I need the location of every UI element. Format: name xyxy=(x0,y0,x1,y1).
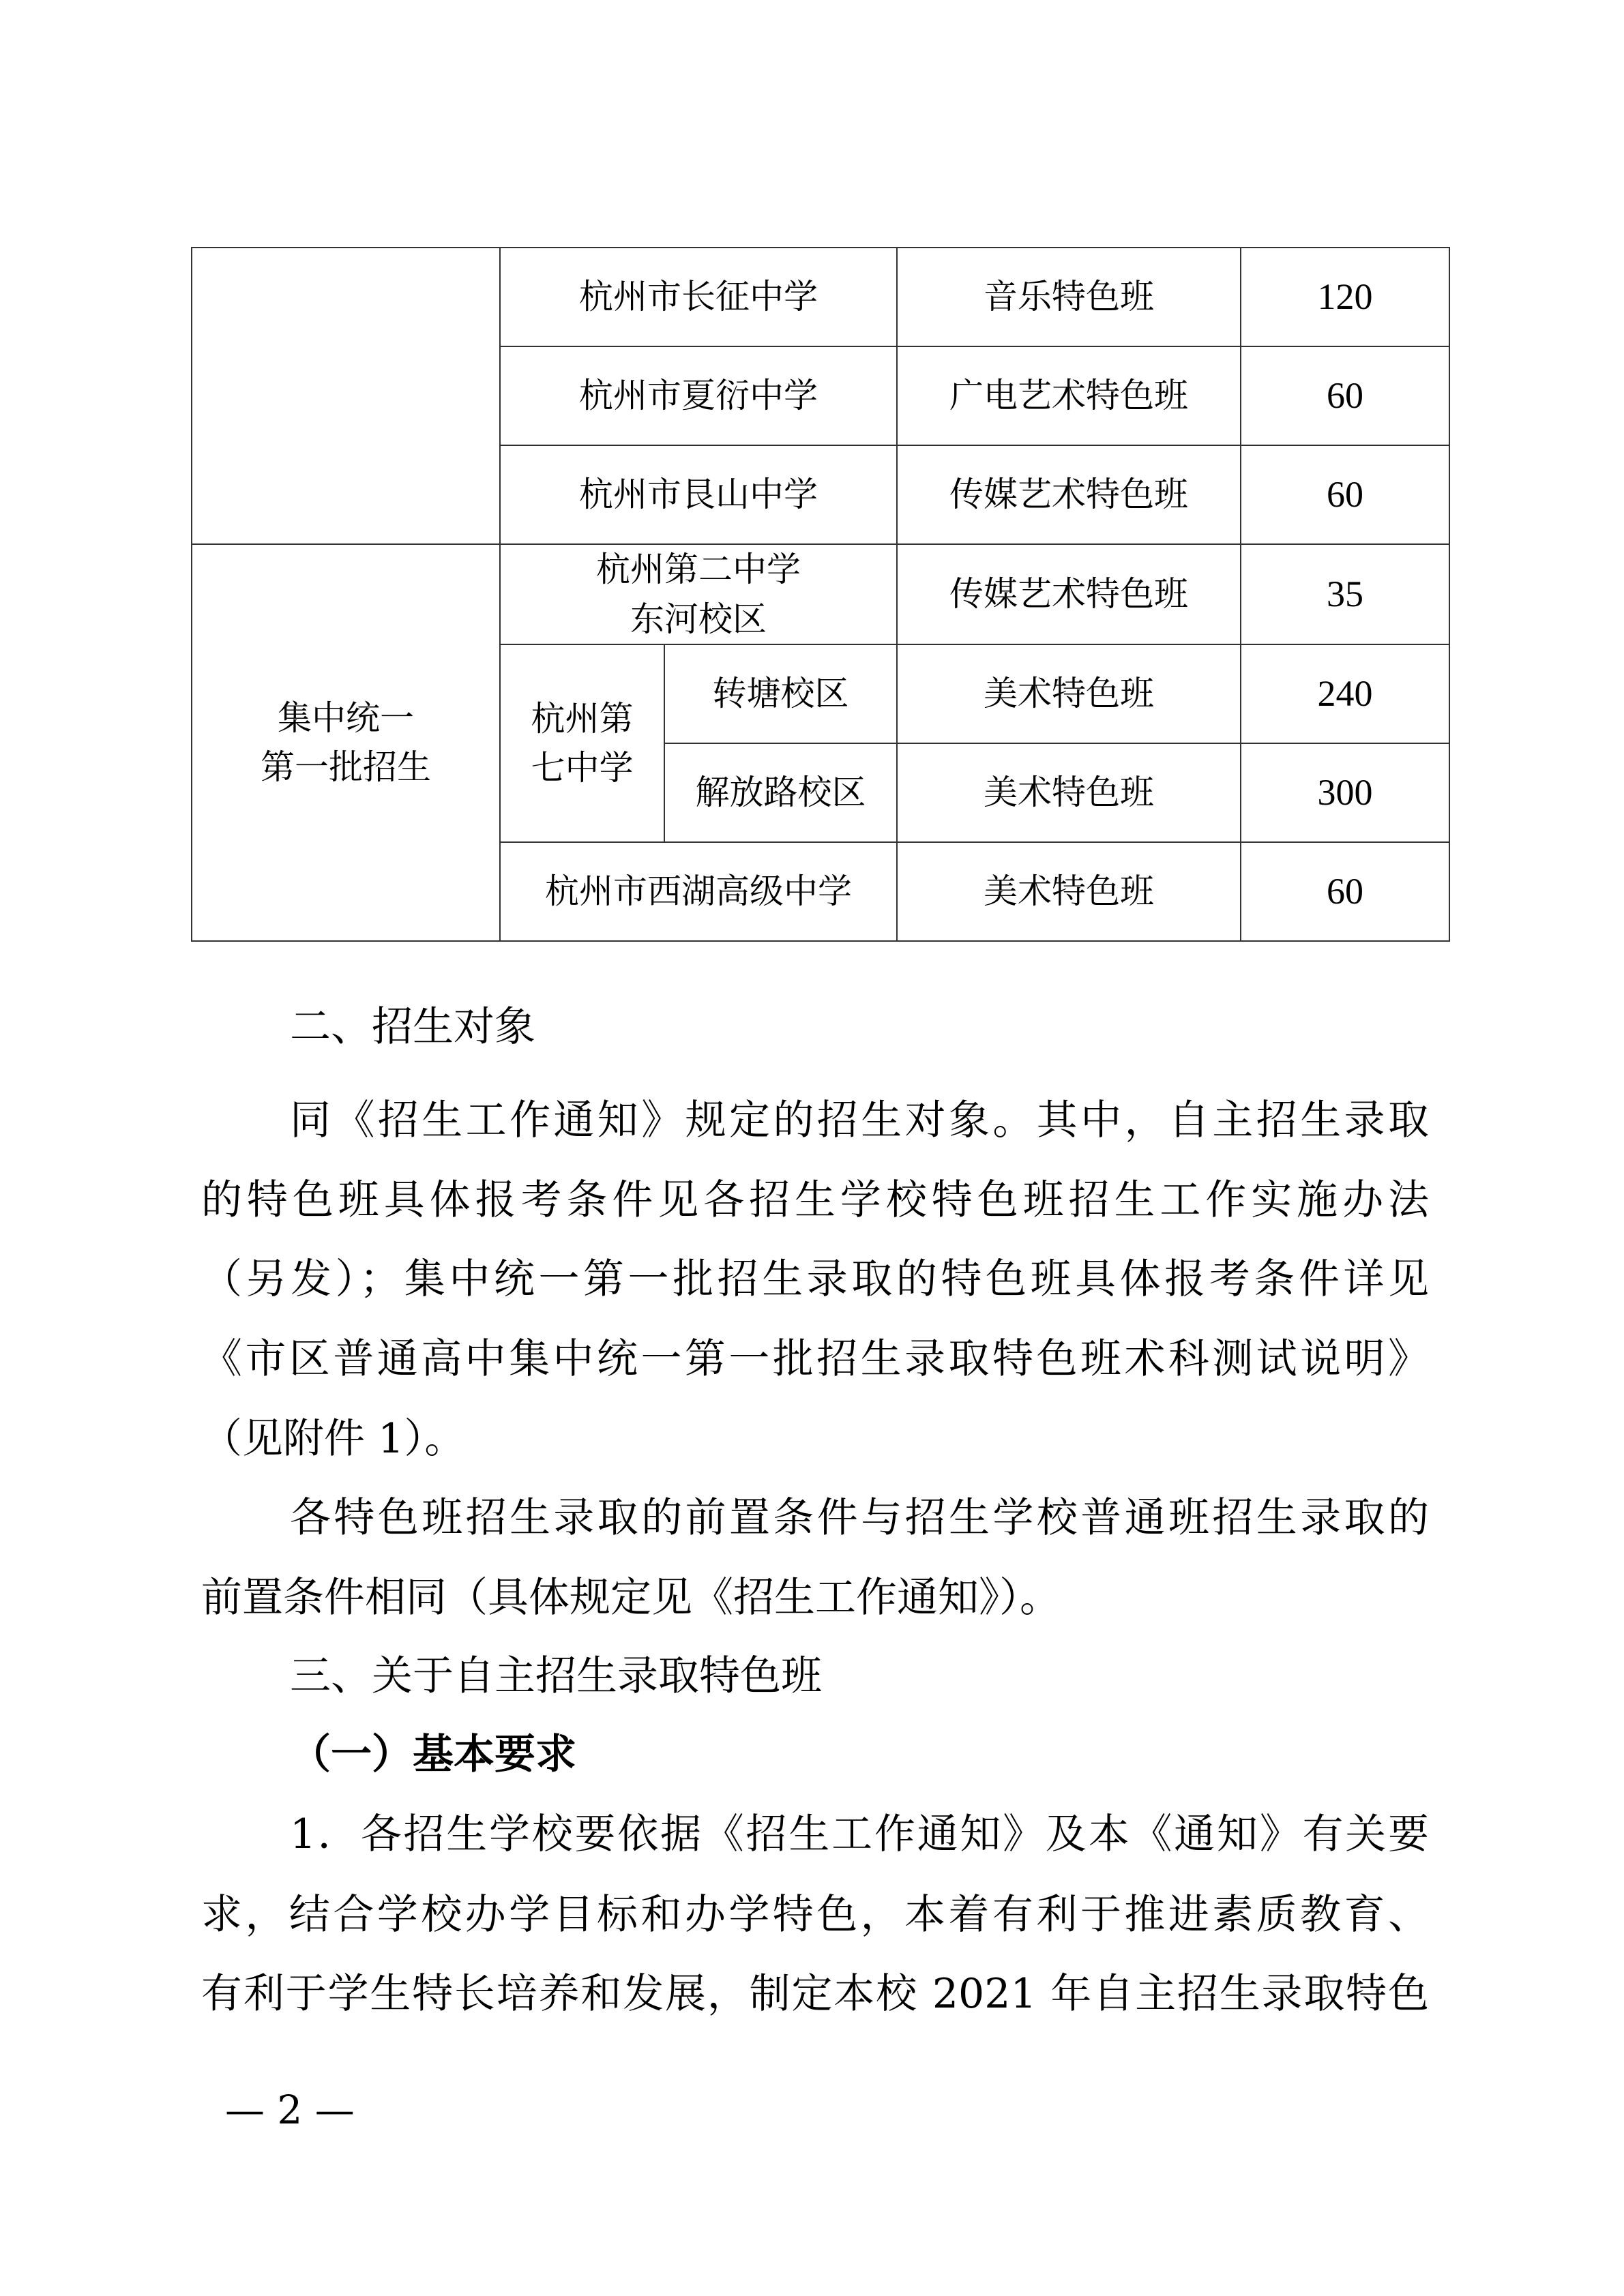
batch-label xyxy=(192,544,500,941)
table-row xyxy=(192,248,1449,346)
enrollment-count: 60 xyxy=(1241,346,1449,445)
table-cell-empty xyxy=(192,248,500,544)
school-name-line2: 东河校区 xyxy=(630,599,767,639)
class-type: 广电艺术特色班 xyxy=(897,346,1241,445)
enrollment-table xyxy=(191,247,1450,942)
school-name: 杭州市艮山中学 xyxy=(500,445,897,544)
enrollment-count: 60 xyxy=(1241,842,1449,941)
subsection-heading: （一）基本要求 xyxy=(290,1731,576,1778)
school-name: 杭州市夏衍中学 xyxy=(500,346,897,445)
enrollment-count: 300 xyxy=(1241,743,1449,842)
page-number: — 2 — xyxy=(225,2087,355,2133)
class-type: 传媒艺术特色班 xyxy=(897,544,1241,644)
enrollment-count: 60 xyxy=(1241,445,1449,544)
paragraph-line: （另发）；集中统一第一批招生录取的特色班具体报考条件详见 xyxy=(201,1255,1429,1303)
class-type: 音乐特色班 xyxy=(897,248,1241,346)
paragraph-line: 前置条件相同（具体规定见《招生工作通知》）。 xyxy=(201,1574,1061,1622)
campus-name: 解放路校区 xyxy=(664,743,897,842)
table-row xyxy=(192,544,1449,644)
class-type: 美术特色班 xyxy=(897,644,1241,743)
class-type: 美术特色班 xyxy=(897,842,1241,941)
paragraph-line: 有利于学生特长培养和发展，制定本校 2021 年自主招生录取特色 xyxy=(201,1970,1429,2018)
campus-name: 转塘校区 xyxy=(664,644,897,743)
school-name-line2: 七中学 xyxy=(531,748,634,788)
enrollment-count: 35 xyxy=(1241,544,1449,644)
enrollment-count: 120 xyxy=(1241,248,1449,346)
paragraph-line: 《市区普通高中集中统一第一批招生录取特色班术科测试说明》 xyxy=(201,1335,1429,1383)
batch-label-line1: 集中统一 xyxy=(278,698,414,738)
school-name-line1: 杭州第 xyxy=(531,698,634,739)
paragraph-line: 的特色班具体报考条件见各招生学校特色班招生工作实施办法 xyxy=(201,1176,1429,1224)
paragraph-line: 求，结合学校办学目标和办学特色，本着有利于推进素质教育、 xyxy=(201,1891,1429,1939)
school-name xyxy=(500,644,664,842)
batch-label-line2: 第一批招生 xyxy=(261,747,431,787)
section-heading: 二、招生对象 xyxy=(290,1003,535,1051)
section-heading: 三、关于自主招生录取特色班 xyxy=(290,1652,822,1700)
school-name xyxy=(500,544,897,644)
class-type: 美术特色班 xyxy=(897,743,1241,842)
school-name: 杭州市西湖高级中学 xyxy=(500,842,897,941)
paragraph-line: 同《招生工作通知》规定的招生对象。其中，自主招生录取 xyxy=(290,1097,1429,1144)
paragraph-line: 各特色班招生录取的前置条件与招生学校普通班招生录取的 xyxy=(290,1494,1429,1542)
enrollment-count: 240 xyxy=(1241,644,1449,743)
paragraph-line: （见附件 1）。 xyxy=(201,1415,466,1463)
class-type: 传媒艺术特色班 xyxy=(897,445,1241,544)
school-name-line1: 杭州第二中学 xyxy=(596,550,801,589)
school-name: 杭州市长征中学 xyxy=(500,248,897,346)
paragraph-line: 1．各招生学校要依据《招生工作通知》及本《通知》有关要 xyxy=(290,1810,1429,1858)
